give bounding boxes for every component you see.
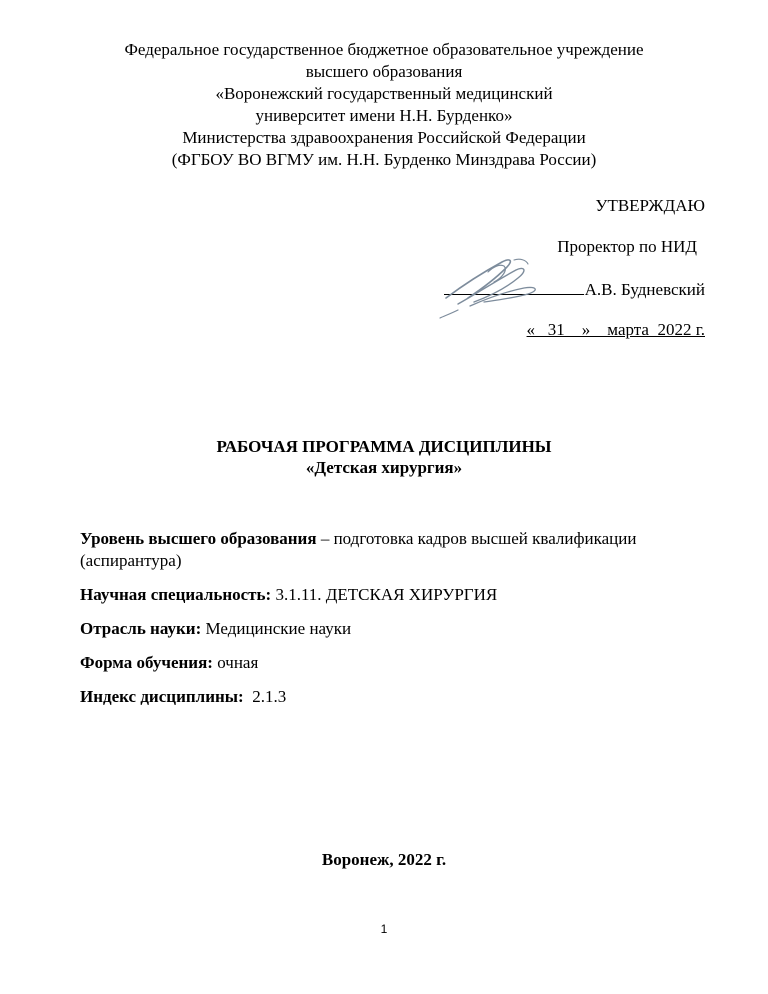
header-line: Министерства здравоохранения Российской Федерации xyxy=(182,128,586,147)
approval-date: « 31 » марта 2022 г. xyxy=(526,320,705,339)
science-branch-value: Медицинские науки xyxy=(201,619,352,638)
header-line: университет имени Н.Н. Бурденко» xyxy=(255,106,513,125)
document-title-block xyxy=(0,436,768,478)
handwritten-signature xyxy=(428,248,568,320)
education-level-label: Уровень высшего образования xyxy=(80,529,317,548)
science-branch-label: Отрасль науки: xyxy=(80,619,202,638)
city-year: Воронеж, 2022 г. xyxy=(321,850,447,869)
education-level-value: – подготовка кадров высшей квалификации (аспирантура) xyxy=(80,529,637,570)
header-line: (ФГБОУ ВО ВГМУ им. Н.Н. Бурденко Минздрава России) xyxy=(171,150,597,169)
specialty-value: 3.1.11. ДЕТСКАЯ ХИРУРГИЯ xyxy=(271,585,498,604)
approver-name: А.В. Будневский xyxy=(584,280,705,299)
header-line: высшего образования xyxy=(305,62,463,81)
organization-header xyxy=(80,39,688,171)
header-line: «Воронежский государственный медицинский xyxy=(215,84,553,103)
study-form-value: очная xyxy=(212,653,259,672)
approver-position: Проректор по НИД xyxy=(557,237,697,256)
study-form-label: Форма обучения: xyxy=(80,653,213,672)
education-level-field xyxy=(80,528,700,572)
document-title: РАБОЧАЯ ПРОГРАММА ДИСЦИПЛИНЫ xyxy=(216,437,552,456)
study-form-field xyxy=(80,652,700,674)
specialty-field xyxy=(80,584,700,606)
discipline-index-value: 2.1.3 xyxy=(243,687,287,706)
discipline-index-label: Индекс дисциплины: xyxy=(80,687,244,706)
header-line: Федеральное государственное бюджетное образовательное учреждение xyxy=(124,40,644,59)
discipline-name: «Детская хирургия» xyxy=(305,458,463,477)
discipline-index-field xyxy=(80,686,700,708)
approval-title: УТВЕРЖДАЮ xyxy=(595,196,705,215)
science-branch-field xyxy=(80,618,700,640)
page-number: 1 xyxy=(380,922,388,936)
specialty-label: Научная специальность: xyxy=(80,585,272,604)
